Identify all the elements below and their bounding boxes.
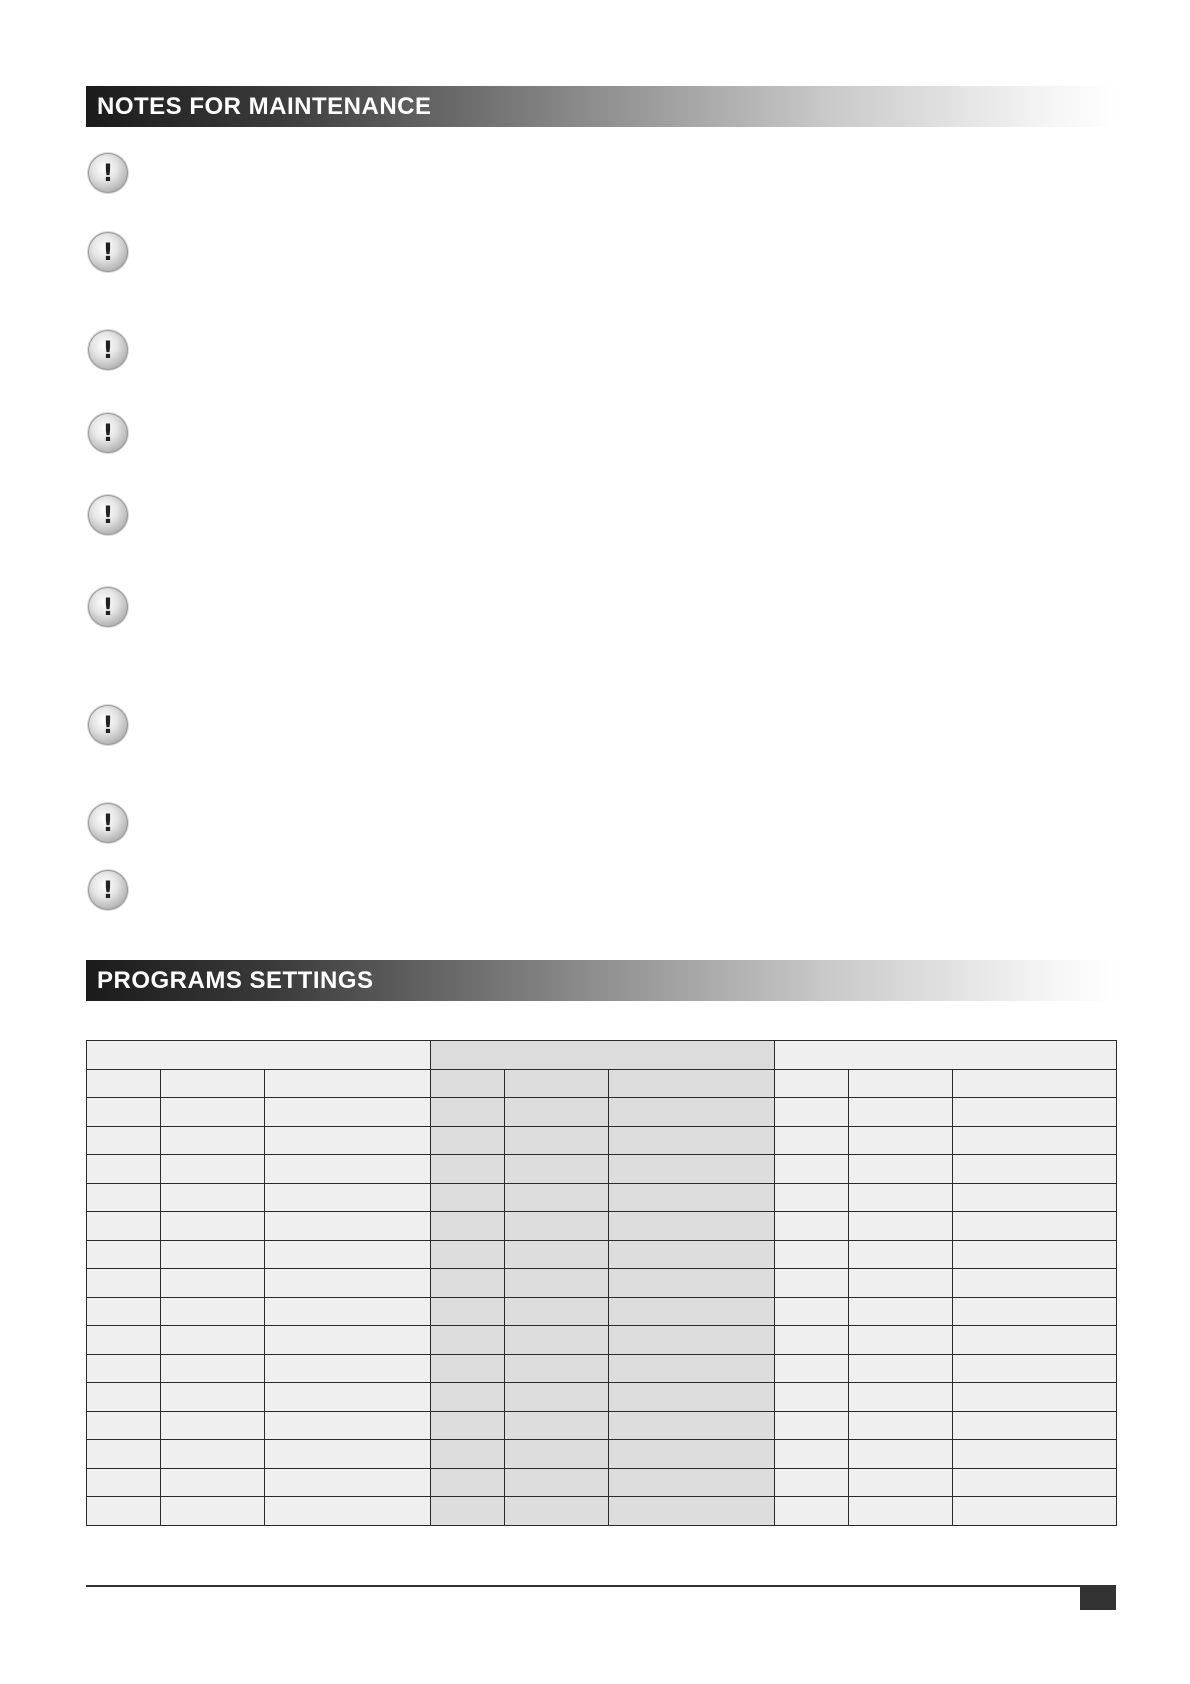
- table-cell: [87, 1297, 161, 1326]
- table-cell: [265, 1069, 431, 1098]
- table-cell: [265, 1383, 431, 1412]
- table-cell: [161, 1069, 265, 1098]
- table-cell: [161, 1383, 265, 1412]
- table-cell: [431, 1269, 505, 1298]
- table-cell: [953, 1383, 1117, 1412]
- table-cell: [849, 1240, 953, 1269]
- table-cell: [431, 1126, 505, 1155]
- exclamation-icon: [88, 587, 128, 627]
- table-cell: [953, 1440, 1117, 1469]
- table-row: [87, 1468, 1117, 1497]
- table-cell: [505, 1468, 609, 1497]
- table-cell: [431, 1183, 505, 1212]
- exclamation-icon: [88, 495, 128, 535]
- table-cell: [265, 1354, 431, 1383]
- table-cell: [431, 1497, 505, 1526]
- table-cell: [849, 1326, 953, 1355]
- table-cell: [775, 1354, 849, 1383]
- table-body: [87, 1041, 1117, 1526]
- table-cell: [775, 1383, 849, 1412]
- table-cell: [87, 1240, 161, 1269]
- table-cell: [953, 1240, 1117, 1269]
- table-cell: [953, 1126, 1117, 1155]
- table-cell: [431, 1069, 505, 1098]
- table-cell: [265, 1212, 431, 1241]
- table-cell: [431, 1383, 505, 1412]
- table-group-header-row: [87, 1041, 1117, 1070]
- table-cell: [505, 1126, 609, 1155]
- table-cell: [775, 1126, 849, 1155]
- table-cell: [505, 1183, 609, 1212]
- table-cell: [161, 1468, 265, 1497]
- table-cell: [775, 1297, 849, 1326]
- table-cell: [775, 1497, 849, 1526]
- table-cell: [431, 1098, 505, 1127]
- table-cell: [265, 1326, 431, 1355]
- table-row: [87, 1411, 1117, 1440]
- table-cell: [609, 1069, 775, 1098]
- table-cell: [87, 1326, 161, 1355]
- group-header-cell: [431, 1041, 775, 1070]
- table-cell: [161, 1411, 265, 1440]
- table-cell: [849, 1069, 953, 1098]
- table-cell: [609, 1411, 775, 1440]
- exclamation-icon: [88, 153, 128, 193]
- table-row: [87, 1383, 1117, 1412]
- table-cell: [849, 1212, 953, 1241]
- table-cell: [87, 1497, 161, 1526]
- table-row: [87, 1098, 1117, 1127]
- table-row: [87, 1212, 1117, 1241]
- exclamation-glyph: !: [102, 593, 114, 621]
- table-cell: [265, 1126, 431, 1155]
- table-cell: [87, 1354, 161, 1383]
- table-cell: [265, 1440, 431, 1469]
- table-cell: [609, 1440, 775, 1469]
- table-cell: [161, 1212, 265, 1241]
- page-number-box: [1080, 1586, 1116, 1610]
- table-cell: [87, 1440, 161, 1469]
- table-cell: [87, 1183, 161, 1212]
- table-cell: [265, 1497, 431, 1526]
- table-cell: [849, 1183, 953, 1212]
- table-cell: [265, 1269, 431, 1298]
- table-cell: [265, 1155, 431, 1184]
- footer-rule: [86, 1585, 1116, 1587]
- table-cell: [505, 1383, 609, 1412]
- exclamation-icon: [88, 870, 128, 910]
- table-cell: [953, 1269, 1117, 1298]
- table-cell: [849, 1440, 953, 1469]
- table-cell: [431, 1297, 505, 1326]
- section-title-maintenance: NOTES FOR MAINTENANCE: [86, 86, 1116, 127]
- table-cell: [609, 1240, 775, 1269]
- table-cell: [431, 1155, 505, 1184]
- table-cell: [87, 1468, 161, 1497]
- table-cell: [953, 1183, 1117, 1212]
- table-cell: [849, 1383, 953, 1412]
- exclamation-glyph: !: [102, 419, 114, 447]
- table-row: [87, 1069, 1117, 1098]
- table-cell: [265, 1183, 431, 1212]
- group-header-cell: [775, 1041, 1117, 1070]
- program-settings-table: [86, 1040, 1117, 1526]
- table-cell: [609, 1126, 775, 1155]
- table-cell: [87, 1411, 161, 1440]
- table-cell: [87, 1269, 161, 1298]
- table-cell: [775, 1183, 849, 1212]
- table-cell: [161, 1155, 265, 1184]
- table-cell: [161, 1297, 265, 1326]
- table-cell: [505, 1069, 609, 1098]
- table-row: [87, 1126, 1117, 1155]
- exclamation-glyph: !: [102, 501, 114, 529]
- table-cell: [609, 1354, 775, 1383]
- table-cell: [609, 1326, 775, 1355]
- table-cell: [775, 1411, 849, 1440]
- table-cell: [849, 1269, 953, 1298]
- table-cell: [431, 1240, 505, 1269]
- table-cell: [505, 1212, 609, 1241]
- table-cell: [431, 1354, 505, 1383]
- exclamation-icon: [88, 705, 128, 745]
- table-cell: [849, 1411, 953, 1440]
- exclamation-icon: [88, 330, 128, 370]
- table-cell: [505, 1411, 609, 1440]
- exclamation-glyph: !: [102, 809, 114, 837]
- table-cell: [505, 1240, 609, 1269]
- exclamation-icon: [88, 803, 128, 843]
- table-cell: [505, 1497, 609, 1526]
- table-cell: [87, 1069, 161, 1098]
- table-cell: [609, 1297, 775, 1326]
- table-cell: [609, 1155, 775, 1184]
- table-cell: [953, 1497, 1117, 1526]
- table-cell: [609, 1183, 775, 1212]
- table-cell: [849, 1098, 953, 1127]
- table-cell: [265, 1468, 431, 1497]
- table-row: [87, 1155, 1117, 1184]
- table-row: [87, 1183, 1117, 1212]
- table-cell: [161, 1126, 265, 1155]
- table-cell: [953, 1354, 1117, 1383]
- table-cell: [161, 1326, 265, 1355]
- exclamation-glyph: !: [102, 876, 114, 904]
- table-cell: [161, 1098, 265, 1127]
- table-cell: [775, 1069, 849, 1098]
- table-cell: [431, 1212, 505, 1241]
- table-row: [87, 1240, 1117, 1269]
- table-cell: [265, 1297, 431, 1326]
- table-cell: [849, 1354, 953, 1383]
- table-cell: [953, 1069, 1117, 1098]
- table-cell: [505, 1155, 609, 1184]
- table-cell: [87, 1383, 161, 1412]
- table-cell: [265, 1411, 431, 1440]
- table-cell: [953, 1212, 1117, 1241]
- table-cell: [775, 1468, 849, 1497]
- table-cell: [265, 1240, 431, 1269]
- section-title-programs-settings: PROGRAMS SETTINGS: [86, 960, 1116, 1001]
- table-cell: [431, 1440, 505, 1469]
- table-cell: [87, 1098, 161, 1127]
- table-row: [87, 1440, 1117, 1469]
- table-row: [87, 1326, 1117, 1355]
- table-cell: [505, 1297, 609, 1326]
- exclamation-icon: [88, 232, 128, 272]
- exclamation-glyph: !: [102, 159, 114, 187]
- table-cell: [849, 1155, 953, 1184]
- table-cell: [775, 1269, 849, 1298]
- table-cell: [161, 1183, 265, 1212]
- table-cell: [953, 1326, 1117, 1355]
- table-cell: [849, 1497, 953, 1526]
- table-cell: [87, 1155, 161, 1184]
- table-cell: [609, 1098, 775, 1127]
- table-cell: [849, 1297, 953, 1326]
- table-cell: [505, 1326, 609, 1355]
- table-row: [87, 1354, 1117, 1383]
- table-cell: [953, 1098, 1117, 1127]
- table-cell: [505, 1440, 609, 1469]
- table-cell: [775, 1098, 849, 1127]
- table-cell: [505, 1354, 609, 1383]
- table-cell: [953, 1155, 1117, 1184]
- table-cell: [775, 1326, 849, 1355]
- table-cell: [609, 1269, 775, 1298]
- table-cell: [431, 1411, 505, 1440]
- table-cell: [775, 1155, 849, 1184]
- table-cell: [161, 1497, 265, 1526]
- table-cell: [609, 1468, 775, 1497]
- exclamation-glyph: !: [102, 238, 114, 266]
- table-cell: [775, 1240, 849, 1269]
- table-cell: [431, 1326, 505, 1355]
- exclamation-icon: [88, 413, 128, 453]
- table-cell: [953, 1411, 1117, 1440]
- table-cell: [505, 1269, 609, 1298]
- table-row: [87, 1497, 1117, 1526]
- exclamation-glyph: !: [102, 336, 114, 364]
- table-cell: [609, 1383, 775, 1412]
- table-cell: [953, 1468, 1117, 1497]
- table-cell: [161, 1354, 265, 1383]
- table-cell: [953, 1297, 1117, 1326]
- table-cell: [87, 1212, 161, 1241]
- table-cell: [161, 1240, 265, 1269]
- table-cell: [431, 1468, 505, 1497]
- table-row: [87, 1269, 1117, 1298]
- table-cell: [775, 1440, 849, 1469]
- table-row: [87, 1297, 1117, 1326]
- table-cell: [849, 1126, 953, 1155]
- table-cell: [265, 1098, 431, 1127]
- table-cell: [87, 1126, 161, 1155]
- table-cell: [609, 1497, 775, 1526]
- group-header-cell: [87, 1041, 431, 1070]
- table-cell: [161, 1269, 265, 1298]
- table-cell: [505, 1098, 609, 1127]
- table-cell: [849, 1468, 953, 1497]
- exclamation-glyph: !: [102, 711, 114, 739]
- table-cell: [775, 1212, 849, 1241]
- table-cell: [609, 1212, 775, 1241]
- table-cell: [161, 1440, 265, 1469]
